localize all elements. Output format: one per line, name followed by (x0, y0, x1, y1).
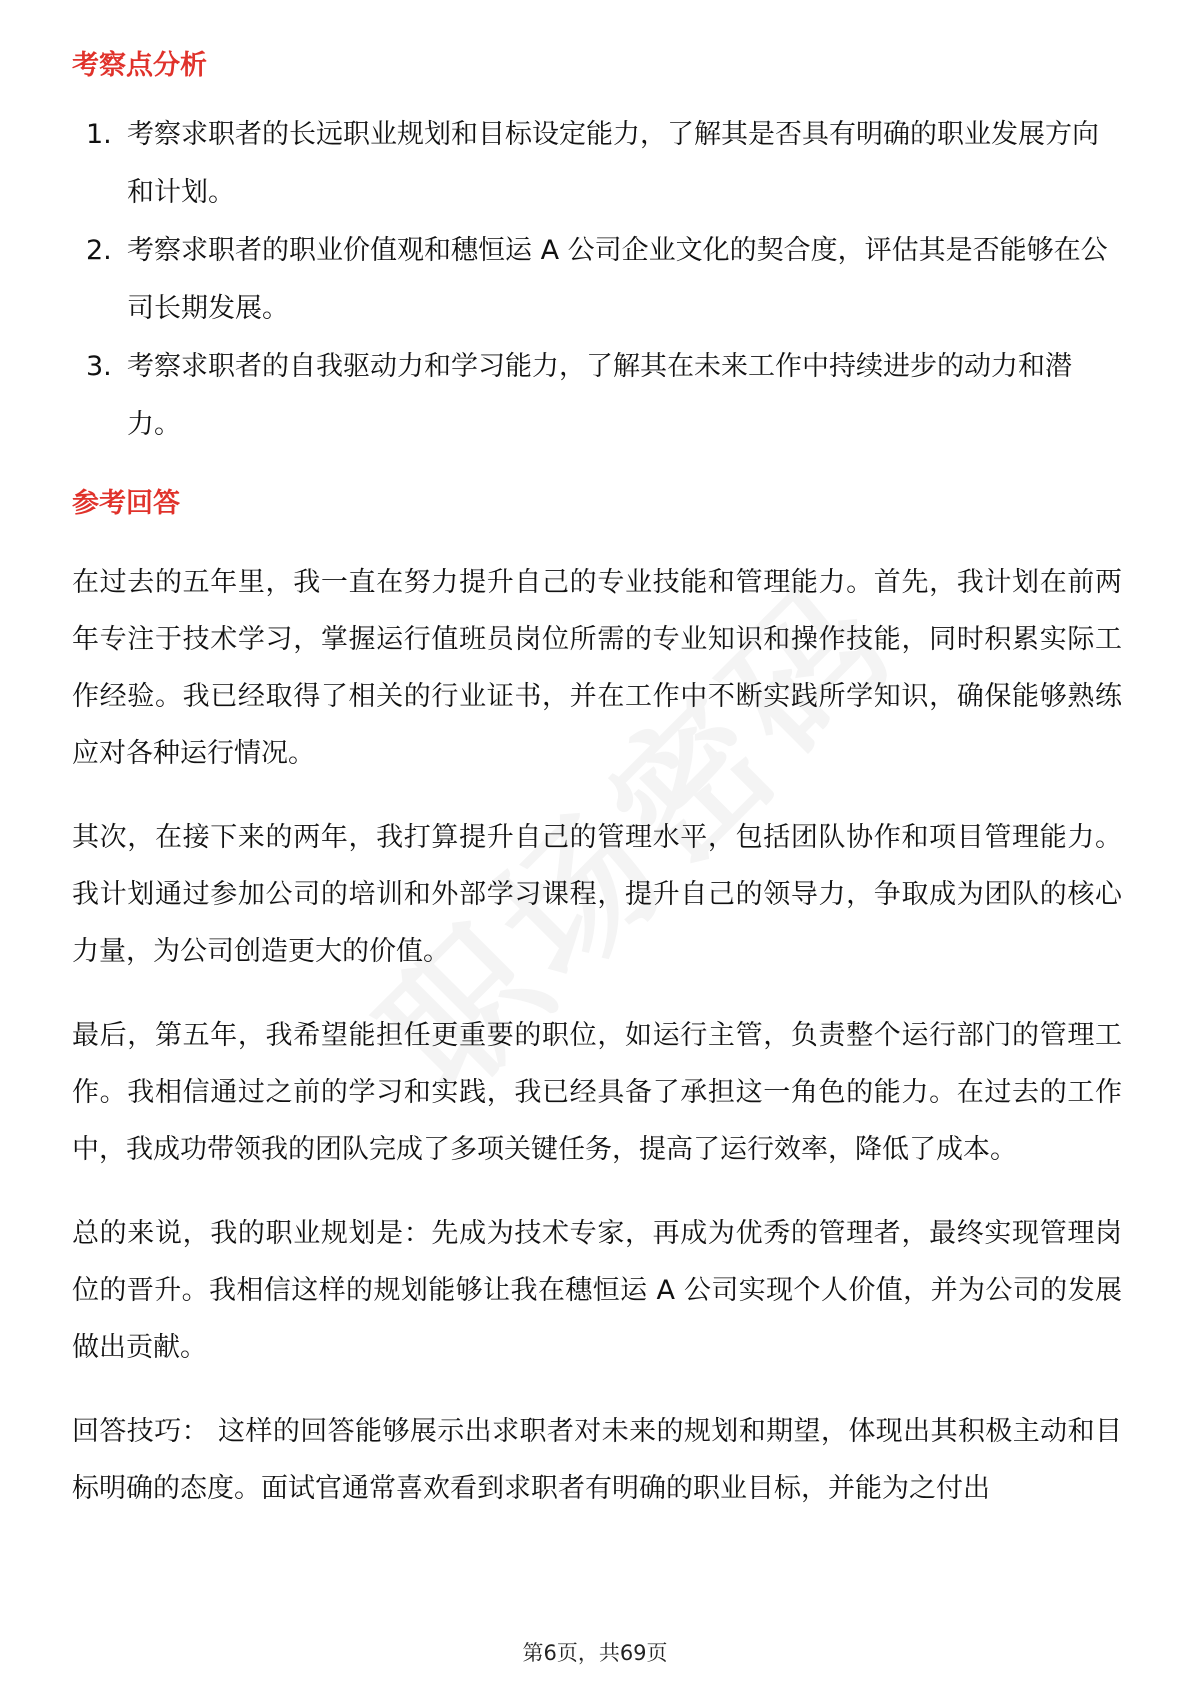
page-number: 第6页，共69页 (522, 1641, 668, 1665)
list-item-text: 考察求职者的职业价值观和穗恒运 A 公司企业文化的契合度，评估其是否能够在公司长期发展。 (127, 235, 1108, 324)
list-item-text: 考察求职者的长远职业规划和目标设定能力，了解其是否具有明确的职业发展方向和计划。 (127, 119, 1099, 208)
answer-paragraph: 最后，第五年，我希望能担任更重要的职位，如运行主管，负责整个运行部门的管理工作。我相信通过之前的学习和实践，我已经具备了承担这一角色的能力。在过去的工作中，我成功带领我的团队完成了多项关键任务，提高了运行效率，降低了成本。 (72, 1020, 1122, 1165)
answer-paragraph: 总的来说，我的职业规划是：先成为技术专家，再成为优秀的管理者，最终实现管理岗位的晋升。我相信这样的规划能够让我在穗恒运 A 公司实现个人价值，并为公司的发展做出贡献。 (72, 1218, 1122, 1363)
answer-heading: 参考回答 (72, 488, 180, 519)
answer-paragraph: 其次，在接下来的两年，我打算提升自己的管理水平，包括团队协作和项目管理能力。我计划通过参加公司的培训和外部学习课程，提升自己的领导力，争取成为团队的核心力量，为公司创造更大的价值。 (72, 822, 1122, 967)
list-item-number: 2. (86, 235, 112, 266)
analysis-heading: 考察点分析 (72, 50, 207, 81)
list-item-text: 考察求职者的自我驱动力和学习能力，了解其在未来工作中持续进步的动力和潜力。 (127, 351, 1072, 440)
page-content (72, 44, 1122, 1544)
list-item (72, 222, 1122, 338)
list-item-number: 3. (86, 351, 112, 382)
list-item (72, 106, 1122, 222)
analysis-list (72, 106, 1122, 454)
list-item-number: 1. (86, 119, 112, 150)
answer-tips-paragraph: 回答技巧： 这样的回答能够展示出求职者对未来的规划和期望，体现出其积极主动和目标明确的态度。面试官通常喜欢看到求职者有明确的职业目标，并能为之付出 (72, 1416, 1122, 1504)
list-item (72, 338, 1122, 454)
answer-paragraph: 在过去的五年里，我一直在努力提升自己的专业技能和管理能力。首先，我计划在前两年专注于技术学习，掌握运行值班员岗位所需的专业知识和操作技能，同时积累实际工作经验。我已经取得了相关的行业证书，并在工作中不断实践所学知识，确保能够熟练应对各种运行情况。 (72, 567, 1122, 769)
